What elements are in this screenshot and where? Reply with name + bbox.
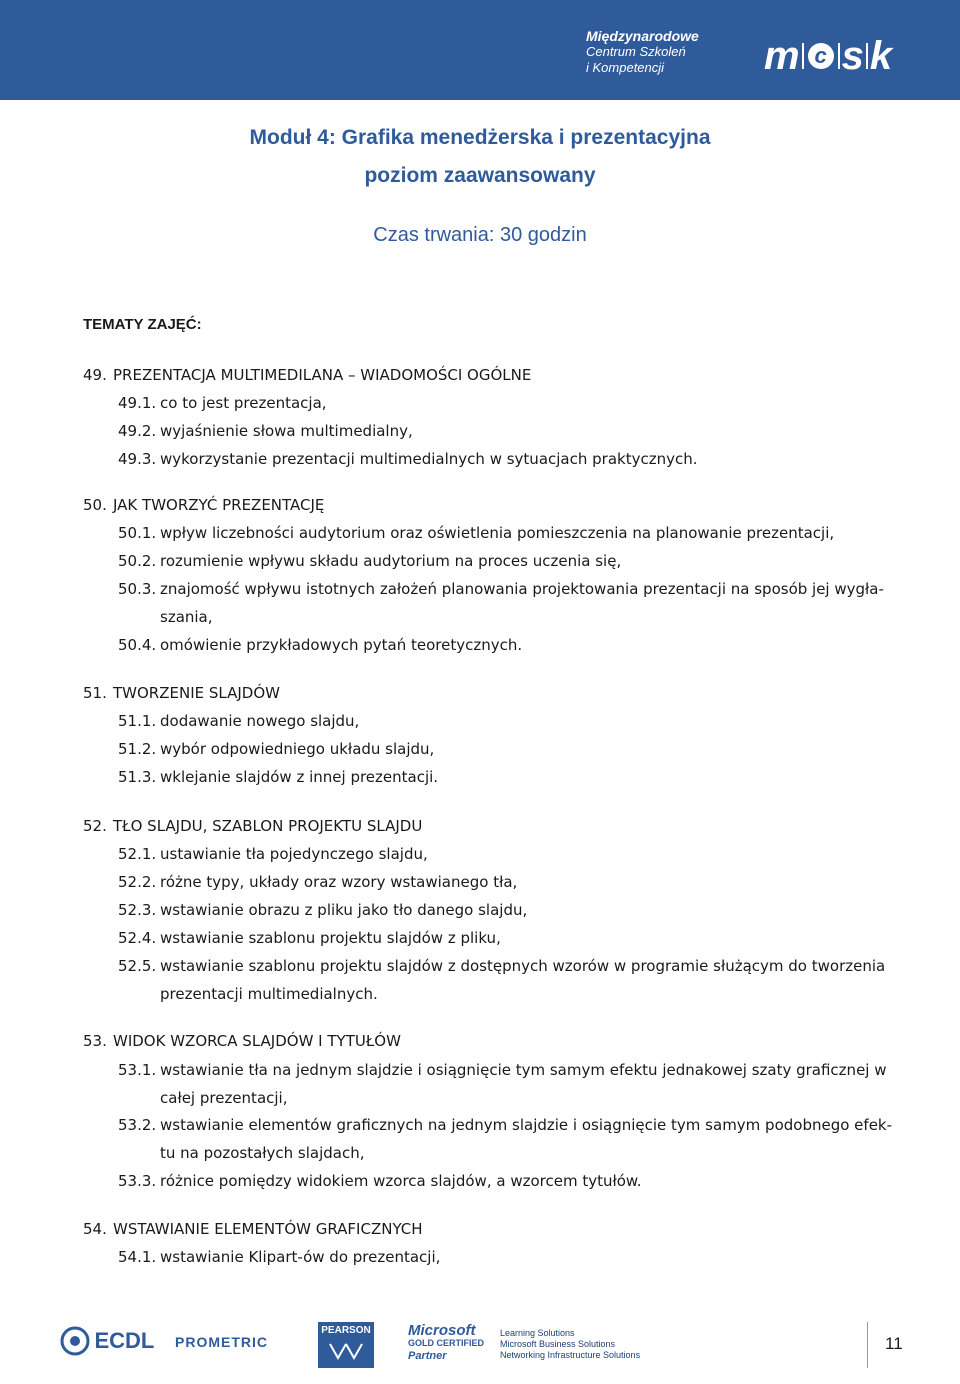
pearson-vue-icon <box>328 1342 364 1360</box>
section-heading <box>83 1219 423 1239</box>
pearson-logo <box>318 1322 374 1368</box>
item-text: wpływ liczebności audytorium oraz oświetlenia pomieszczenia na planowanie prezentacji, <box>160 524 835 542</box>
section-number: 53. <box>83 1032 107 1050</box>
page-number-divider <box>867 1322 868 1368</box>
list-item <box>118 1247 440 1267</box>
item-text: ustawianie tła pojedynczego slajdu, <box>160 845 428 863</box>
section-number: 50. <box>83 496 107 514</box>
section-number: 54. <box>83 1220 107 1238</box>
logo-divider <box>866 43 868 69</box>
list-item <box>118 1060 887 1080</box>
list-item <box>118 551 621 571</box>
logo-letter: c <box>808 43 834 69</box>
item-number: 52.4. <box>118 929 157 947</box>
logo-letter: m <box>764 34 800 78</box>
section-title: TWORZENIE SLAJDÓW <box>113 684 280 702</box>
list-item <box>118 872 517 892</box>
item-continuation: całej prezentacji, <box>160 1089 288 1107</box>
item-text: omówienie przykładowych pytań teoretycznych. <box>160 636 523 654</box>
item-text: wstawianie Klipart-ów do prezentacji, <box>160 1248 441 1266</box>
item-number: 53.3. <box>118 1172 157 1190</box>
list-item <box>118 739 434 759</box>
pearson-text: PEARSON <box>321 1325 371 1336</box>
module-level: poziom zaawansowany <box>364 164 596 187</box>
item-text: znajomość wpływu istotnych założeń planowania projektowania prezentacji na sposób jej wygła- <box>160 580 884 598</box>
microsoft-partner-logo <box>408 1324 484 1363</box>
section-number: 51. <box>83 684 107 702</box>
item-text: różne typy, układy oraz wzory wstawianego tła, <box>160 873 518 891</box>
list-item <box>118 767 438 787</box>
logo-divider <box>838 43 840 69</box>
prometric-logo: PROMETRIC <box>175 1334 268 1350</box>
item-number: 49.2. <box>118 422 157 440</box>
module-title: Moduł 4: Grafika menedżerska i prezentacyjna <box>249 126 711 149</box>
item-number: 51.1. <box>118 712 157 730</box>
item-number: 52.3. <box>118 901 157 919</box>
item-text: wyjaśnienie słowa multimedialny, <box>160 422 413 440</box>
partner-text: Partner <box>408 1350 447 1362</box>
header-band <box>0 0 960 100</box>
mcsk-logo <box>764 36 904 78</box>
item-number: 53.2. <box>118 1116 157 1134</box>
competency-item: Learning Solutions <box>500 1328 575 1338</box>
duration: Czas trwania: 30 godzin <box>373 224 587 246</box>
item-text: co to jest prezentacja, <box>160 394 327 412</box>
item-text: wklejanie slajdów z innej prezentacji. <box>160 768 439 786</box>
item-continuation: tu na pozostałych slajdach, <box>160 1144 365 1162</box>
partner-logos <box>60 1320 680 1372</box>
section-title: PREZENTACJA MULTIMEDILANA – WIADOMOŚCI OGÓLNE <box>113 366 532 384</box>
item-text: wybór odpowiedniego układu slajdu, <box>160 740 435 758</box>
page-number: 11 <box>885 1334 903 1353</box>
list-item <box>118 928 501 948</box>
section-number: 52. <box>83 817 107 835</box>
ecdl-icon <box>60 1326 90 1356</box>
item-text: wstawianie obrazu z pliku jako tło danego slajdu, <box>160 901 528 919</box>
gold-certified-text: GOLD CERTIFIED <box>408 1338 484 1348</box>
section-title: JAK TWORZYĆ PREZENTACJĘ <box>113 496 325 514</box>
section-number: 49. <box>83 366 107 384</box>
item-number: 49.3. <box>118 450 157 468</box>
section-heading <box>83 495 324 515</box>
section-heading <box>83 365 531 385</box>
item-number: 50.4. <box>118 636 157 654</box>
item-continuation: szania, <box>160 608 213 626</box>
item-continuation: prezentacji multimedialnych. <box>160 985 378 1003</box>
item-text: dodawanie nowego slajdu, <box>160 712 360 730</box>
list-item <box>118 1115 892 1135</box>
item-number: 49.1. <box>118 394 157 412</box>
item-text: wykorzystanie prezentacji multimedialnych w sytuacjach praktycznych. <box>160 450 698 468</box>
item-number: 50.3. <box>118 580 157 598</box>
logo-divider <box>802 43 804 69</box>
item-text: wstawianie elementów graficznych na jednym slajdzie i osiągnięcie tym samym podobnego efek- <box>160 1116 893 1134</box>
item-number: 54.1. <box>118 1248 157 1266</box>
ecdl-text: ECDL <box>94 1328 155 1353</box>
org-name-line: Centrum Szkoleń <box>586 44 686 59</box>
section-heading <box>83 683 280 703</box>
item-number: 53.1. <box>118 1061 157 1079</box>
list-item <box>118 711 359 731</box>
item-number: 51.3. <box>118 768 157 786</box>
org-name <box>586 28 756 76</box>
item-number: 52.2. <box>118 873 157 891</box>
item-text: wstawianie szablonu projektu slajdów z pliku, <box>160 929 501 947</box>
item-text: różnice pomiędzy widokiem wzorca slajdów, a wzorcem tytułów. <box>160 1172 642 1190</box>
org-name-line: i Kompetencji <box>586 60 665 75</box>
list-item <box>118 421 413 441</box>
list-item <box>118 844 428 864</box>
list-item <box>118 900 527 920</box>
item-text: rozumienie wpływu składu audytorium na proces uczenia się, <box>160 552 622 570</box>
section-heading <box>83 816 422 836</box>
competencies-list <box>500 1328 640 1361</box>
section-heading <box>83 1031 401 1051</box>
item-number: 51.2. <box>118 740 157 758</box>
section-title: WIDOK WZORCA SLAJDÓW I TYTUŁÓW <box>113 1032 401 1050</box>
competency-item: Microsoft Business Solutions <box>500 1339 616 1349</box>
list-item <box>118 635 522 655</box>
item-text: wstawianie szablonu projektu slajdów z dostępnych wzorów w programie służącym do tworzenia <box>160 957 886 975</box>
list-item <box>118 956 885 976</box>
item-text: wstawianie tła na jednym slajdzie i osiągnięcie tym samym efektu jednakowej szaty graficznej w <box>160 1061 887 1079</box>
list-item <box>118 449 698 469</box>
logo-letter: s <box>841 34 864 78</box>
section-title: WSTAWIANIE ELEMENTÓW GRAFICZNYCH <box>113 1220 423 1238</box>
org-name-line: Międzynarodowe <box>586 28 699 44</box>
list-item <box>118 1171 642 1191</box>
subjects-heading: TEMATY ZAJĘĆ: <box>83 316 202 333</box>
item-number: 52.1. <box>118 845 157 863</box>
list-item <box>118 579 884 599</box>
logo-letter: k <box>869 34 893 78</box>
competency-item: Networking Infrastructure Solutions <box>500 1350 641 1360</box>
item-number: 50.2. <box>118 552 157 570</box>
item-number: 50.1. <box>118 524 157 542</box>
list-item <box>118 523 834 543</box>
section-title: TŁO SLAJDU, SZABLON PROJEKTU SLAJDU <box>113 817 423 835</box>
ecdl-logo <box>60 1326 154 1356</box>
item-number: 52.5. <box>118 957 157 975</box>
list-item <box>118 393 327 413</box>
microsoft-text: Microsoft <box>408 1322 476 1339</box>
